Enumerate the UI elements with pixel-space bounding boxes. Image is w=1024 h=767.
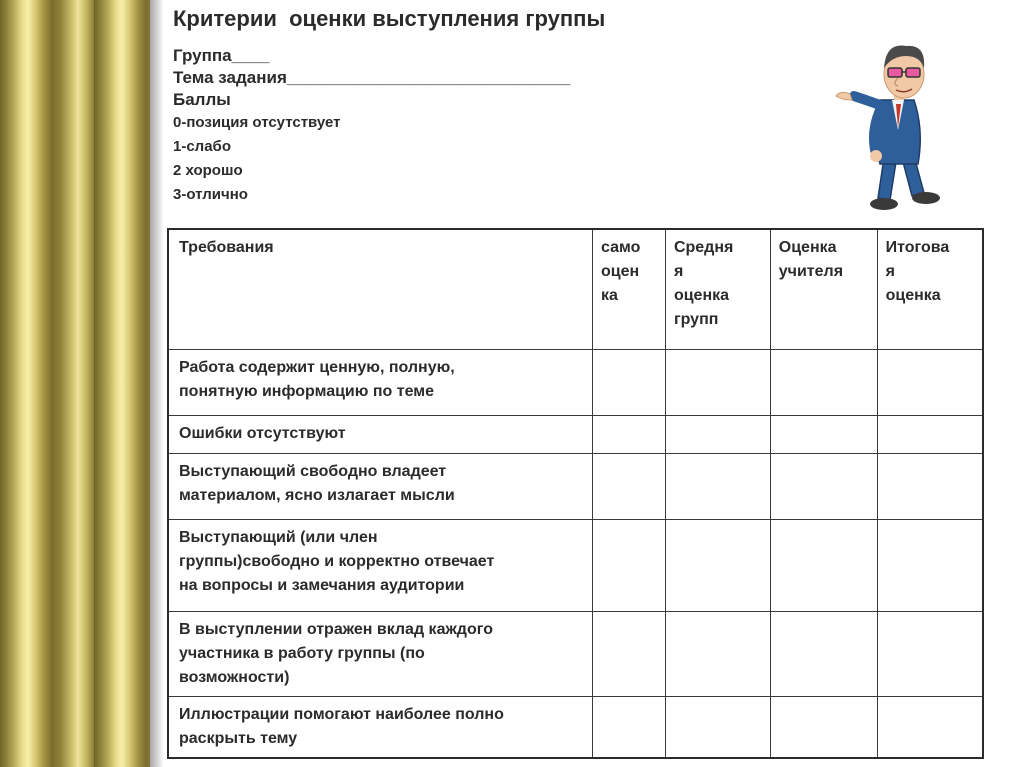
header-text: само bbox=[601, 239, 641, 256]
header-text: оценка bbox=[885, 287, 941, 304]
page-title: Критерии оценки выступления группы bbox=[173, 6, 606, 31]
self-grade-cell[interactable] bbox=[593, 696, 666, 758]
requirement-text: участника в работу группы (по bbox=[179, 644, 425, 662]
requirement-text: понятную информацию по теме bbox=[179, 382, 435, 400]
header-text: оценка bbox=[673, 287, 730, 304]
score-0: 0-позиция отсутствует bbox=[173, 114, 341, 131]
requirement-text: возможности) bbox=[179, 668, 290, 686]
group-average-cell[interactable] bbox=[665, 611, 770, 696]
header-text: Итогова bbox=[885, 239, 950, 256]
header-final-grade bbox=[877, 229, 983, 349]
teacher-grade-cell[interactable] bbox=[770, 415, 877, 453]
header-text: я bbox=[673, 263, 684, 280]
presenter-icon bbox=[832, 38, 972, 218]
topic-line: Тема задания______________________________ bbox=[173, 68, 571, 87]
criteria-table bbox=[167, 228, 984, 759]
group-average-cell[interactable] bbox=[665, 453, 770, 519]
teacher-grade-cell[interactable] bbox=[770, 611, 877, 696]
teacher-grade-cell[interactable] bbox=[770, 696, 877, 758]
header-group-average bbox=[665, 229, 770, 349]
header-self-assessment bbox=[593, 229, 666, 349]
header-requirements bbox=[168, 229, 593, 349]
header-text: Требования bbox=[179, 239, 274, 256]
requirement-cell bbox=[168, 453, 593, 519]
requirement-cell bbox=[168, 349, 593, 415]
teacher-grade-cell[interactable] bbox=[770, 349, 877, 415]
requirement-text: группы)свободно и корректно отвечает bbox=[179, 552, 495, 570]
score-1: 1-слабо bbox=[173, 138, 231, 155]
requirement-text: Выступающий (или член bbox=[179, 528, 378, 546]
table-row bbox=[168, 611, 983, 696]
curtain-shadow bbox=[150, 0, 164, 767]
final-grade-cell[interactable] bbox=[877, 453, 983, 519]
curtain-decoration bbox=[0, 0, 150, 767]
info-block bbox=[173, 45, 571, 207]
header-text: оцен bbox=[601, 263, 640, 280]
requirement-text: В выступлении отражен вклад каждого bbox=[179, 620, 493, 638]
table-header-row bbox=[168, 229, 983, 349]
header-teacher-grade bbox=[770, 229, 877, 349]
requirement-text: на вопросы и замечания аудитории bbox=[179, 576, 465, 594]
header-text: я bbox=[885, 263, 895, 280]
header-text: Оценка bbox=[778, 239, 837, 256]
requirement-text: Иллюстрации помогают наиболее полно bbox=[179, 705, 504, 723]
header-text: учителя bbox=[778, 263, 844, 280]
score-2: 2 хорошо bbox=[173, 162, 243, 179]
header-text: групп bbox=[673, 311, 719, 328]
requirement-text: раскрыть тему bbox=[179, 729, 298, 747]
table-row bbox=[168, 415, 983, 453]
requirement-cell bbox=[168, 696, 593, 758]
self-grade-cell[interactable] bbox=[593, 519, 666, 611]
group-average-cell[interactable] bbox=[665, 696, 770, 758]
points-label: Баллы bbox=[173, 90, 231, 109]
table-row bbox=[168, 519, 983, 611]
final-grade-cell[interactable] bbox=[877, 415, 983, 453]
final-grade-cell[interactable] bbox=[877, 519, 983, 611]
self-grade-cell[interactable] bbox=[593, 415, 666, 453]
teacher-grade-cell[interactable] bbox=[770, 519, 877, 611]
table-row bbox=[168, 349, 983, 415]
final-grade-cell[interactable] bbox=[877, 349, 983, 415]
group-average-cell[interactable] bbox=[665, 349, 770, 415]
group-average-cell[interactable] bbox=[665, 519, 770, 611]
requirement-cell bbox=[168, 519, 593, 611]
final-grade-cell[interactable] bbox=[877, 611, 983, 696]
group-average-cell[interactable] bbox=[665, 415, 770, 453]
group-line: Группа____ bbox=[173, 46, 270, 65]
self-grade-cell[interactable] bbox=[593, 349, 666, 415]
score-3: 3-отлично bbox=[173, 186, 248, 203]
final-grade-cell[interactable] bbox=[877, 696, 983, 758]
self-grade-cell[interactable] bbox=[593, 453, 666, 519]
requirement-text: Работа содержит ценную, полную, bbox=[179, 358, 455, 376]
table-row bbox=[168, 696, 983, 758]
self-grade-cell[interactable] bbox=[593, 611, 666, 696]
header-text: Средня bbox=[673, 239, 734, 256]
requirement-text: материалом, ясно излагает мысли bbox=[179, 486, 455, 504]
header-text: ка bbox=[601, 287, 618, 304]
requirement-text: Ошибки отсутствуют bbox=[179, 424, 346, 442]
table-row bbox=[168, 453, 983, 519]
requirement-cell bbox=[168, 611, 593, 696]
requirement-cell bbox=[168, 415, 593, 453]
teacher-grade-cell[interactable] bbox=[770, 453, 877, 519]
requirement-text: Выступающий свободно владеет bbox=[179, 462, 447, 480]
